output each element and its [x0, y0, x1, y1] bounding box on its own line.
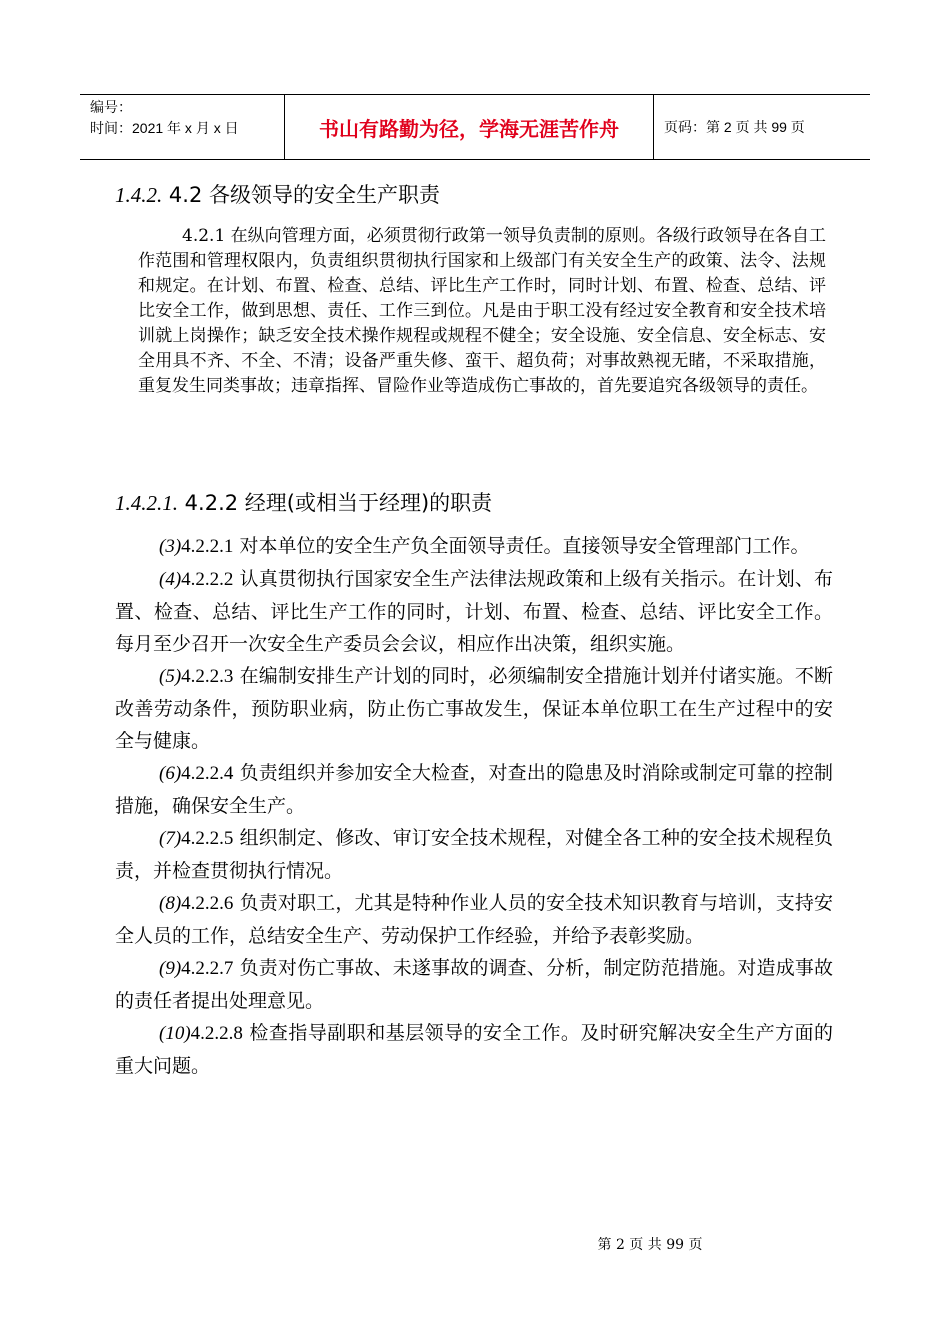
duty-item — [115, 660, 833, 757]
item-index: (4) — [159, 569, 182, 590]
subsection-title: 4.2.2 经理(或相当于经理)的职责 — [178, 491, 493, 515]
item-index: (6) — [159, 763, 182, 784]
duty-item — [115, 563, 833, 660]
item-code: 4.2.2.4 — [181, 763, 234, 784]
item-text: 组织制定、修改、审订安全技术规程，对健全各工种的安全技术规程负责，并检查贯彻执行情况。 — [115, 827, 833, 882]
section-heading-4-2 — [115, 180, 855, 210]
item-text: 负责组织并参加安全大检查，对查出的隐患及时消除或制定可靠的控制措施，确保安全生产。 — [115, 762, 833, 817]
item-index: (3) — [159, 536, 182, 557]
item-index: (8) — [159, 893, 182, 914]
item-code: 4.2.2.5 — [181, 828, 234, 849]
duty-item — [115, 822, 833, 887]
item-code: 4.2.2.6 — [181, 893, 234, 914]
item-text: 认真贯彻执行国家安全生产法律法规政策和上级有关指示。在计划、布置、检查、总结、评比生产工作的同时，计划、布置、检查、总结、评比安全工作。每月至少召开一次安全生产委员会会议，相应作出决策，组织实施。 — [115, 568, 833, 655]
page-header — [80, 94, 870, 160]
item-text: 在编制安排生产计划的同时，必须编制安全措施计划并付诸实施。不断改善劳动条件，预防职业病，防止伤亡事故发生，保证本单位职工在生产过程中的安全与健康。 — [115, 665, 833, 752]
item-code: 4.2.2.3 — [181, 666, 234, 687]
header-page-label: 页码：第 2 页 共 99 页 — [664, 119, 805, 135]
section-heading-4-2-2 — [115, 488, 855, 518]
duty-item — [115, 757, 833, 822]
item-code: 4.2.2.2 — [181, 569, 234, 590]
item-index: (10) — [159, 1023, 191, 1044]
subsection-number: 1.4.2.1. — [115, 491, 178, 515]
item-code: 4.2.2.8 — [190, 1023, 243, 1044]
duty-item — [115, 1017, 833, 1082]
item-text: 检查指导副职和基层领导的安全工作。及时研究解决安全生产方面的重大问题。 — [115, 1022, 833, 1077]
page-footer: 第 2 页 共 99 页 — [597, 1237, 703, 1253]
duty-item — [115, 530, 833, 563]
document-time-label: 时间：2021 年 x 月 x 日 — [90, 120, 239, 136]
section-title: 4.2 各级领导的安全生产职责 — [162, 183, 440, 207]
item-code: 4.2.2.1 — [181, 536, 234, 557]
duty-list — [115, 530, 833, 1082]
duty-item — [115, 952, 833, 1017]
item-index: (7) — [159, 828, 182, 849]
section-4-2-1-paragraph: 4.2.1 在纵向管理方面，必须贯彻行政第一领导负责制的原则。各级行政领导在各自工作范围和管理权限内，负责组织贯彻执行国家和上级部门有关安全生产的政策、法令、法规和规定。在计划、布置、检查、总结、评比生产工作时，同时计划、布置、检查、总结、评比安全工作，做到思想、责任、工作三到位。凡是由于职工没有经过安全教育和安全技术培训就上岗操作；缺乏安全技术操作规程或规程不健全；安全设施、安全信息、安全标志、安全用具不齐、不全、不清；设备严重失修、蛮干、超负荷；对事故熟视无睹，不采取措施，重复发生同类事故；违章指挥、冒险作业等造成伤亡事故的，首先要追究各级领导的责任。 — [138, 226, 826, 396]
item-text: 对本单位的安全生产负全面领导责任。直接领导安全管理部门工作。 — [233, 535, 810, 557]
item-text: 负责对伤亡事故、未遂事故的调查、分析，制定防范措施。对造成事故的责任者提出处理意见。 — [115, 957, 833, 1012]
header-meta — [80, 95, 284, 159]
item-code: 4.2.2.7 — [181, 958, 234, 979]
section-number: 1.4.2. — [115, 183, 163, 207]
item-text: 负责对职工，尤其是特种作业人员的安全技术知识教育与培训，支持安全人员的工作，总结安全生产、劳动保护工作经验，并给予表彰奖励。 — [115, 892, 833, 947]
document-number-label: 编号： — [90, 99, 132, 115]
duty-item — [115, 887, 833, 952]
header-motto: 书山有路勤为径，学海无涯苦作舟 — [284, 95, 654, 159]
item-index: (5) — [159, 666, 182, 687]
item-index: (9) — [159, 958, 182, 979]
